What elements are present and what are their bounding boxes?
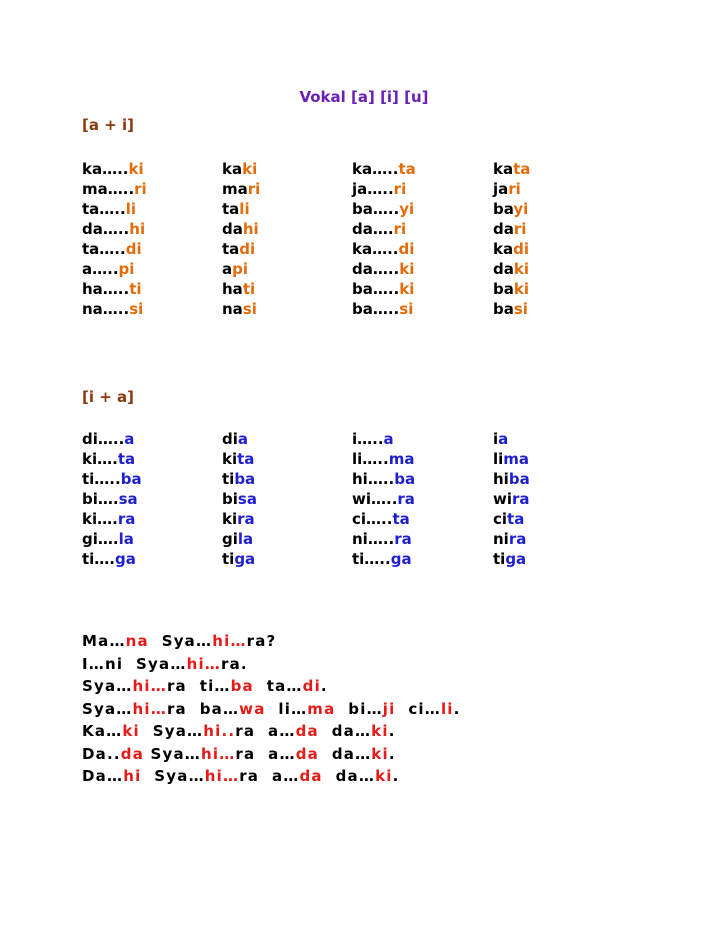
syllable-cell <box>222 280 255 298</box>
sentence-highlight: li <box>440 699 454 718</box>
syllable-cell <box>352 470 415 488</box>
syllable-cell <box>493 160 530 178</box>
sentence-highlight: da <box>295 744 319 763</box>
sentence-highlight: hi… <box>132 699 167 718</box>
syllable-cell <box>493 240 529 258</box>
syllable-base: li <box>493 450 504 468</box>
sentence-line <box>82 767 400 785</box>
syllable-cell <box>493 430 508 448</box>
syllable-highlight: hi <box>129 220 146 238</box>
syllable-cell <box>493 220 526 238</box>
syllable-highlight: di <box>513 240 529 258</box>
sentence-text: . <box>453 699 461 718</box>
syllable-highlight: a <box>498 430 509 448</box>
syllable-highlight: ba <box>234 470 256 488</box>
syllable-cell <box>222 470 255 488</box>
syllable-base: da <box>222 220 243 238</box>
syllable-cell <box>352 300 413 318</box>
syllable-highlight: ri <box>508 180 521 198</box>
syllable-base: ba <box>493 200 514 218</box>
sentence-text: Ma… <box>82 632 126 650</box>
syllable-highlight: sa <box>237 490 257 508</box>
sentence-line <box>82 655 248 673</box>
sentence-text: ci… <box>395 699 441 718</box>
syllable-base: ki <box>222 510 238 528</box>
syllable-highlight: yi <box>513 200 529 218</box>
syllable-cell <box>352 450 414 468</box>
syllable-base: ma <box>222 180 248 198</box>
syllable-cell <box>222 240 255 258</box>
syllable-base: da….. <box>82 220 130 238</box>
syllable-highlight: ki <box>399 280 415 298</box>
syllable-highlight: ra <box>394 530 412 548</box>
sentence-line <box>82 722 396 740</box>
syllable-base: bi <box>222 490 238 508</box>
syllable-highlight: ki <box>513 280 529 298</box>
sentence-text: . <box>320 677 328 695</box>
syllable-highlight: pi <box>232 260 249 278</box>
syllable-base: ba <box>493 300 514 318</box>
sentence-text: Sya… <box>141 767 205 785</box>
syllable-highlight: ga <box>115 550 136 568</box>
syllable-base: ta….. <box>82 240 126 258</box>
sentence-highlight: di <box>302 677 321 695</box>
syllable-base: ha….. <box>82 280 130 298</box>
syllable-base: ba….. <box>352 200 400 218</box>
sentence-highlight: hi… <box>200 744 236 763</box>
section-heading-a-i: [a + i] <box>82 116 134 134</box>
syllable-highlight: ga <box>390 550 412 568</box>
syllable-cell <box>493 200 528 218</box>
syllable-cell <box>222 450 254 468</box>
syllable-base: ta <box>222 240 240 258</box>
syllable-highlight: si <box>129 300 144 318</box>
sentence-text: ra ti… <box>166 677 231 695</box>
syllable-highlight: pi <box>118 260 135 278</box>
syllable-base: ka <box>222 160 243 178</box>
syllable-base: a….. <box>82 260 119 278</box>
syllable-base: ja….. <box>352 180 394 198</box>
syllable-base: ka….. <box>82 160 129 178</box>
syllable-cell <box>82 200 136 218</box>
sentence-highlight: hi… <box>212 632 247 650</box>
syllable-base: ni <box>493 530 509 548</box>
sentence-text: Ka… <box>82 722 123 740</box>
sentence-text: Da.. <box>82 744 121 763</box>
syllable-base: wi….. <box>352 490 398 508</box>
syllable-base: ma….. <box>82 180 135 198</box>
syllable-base: ki…. <box>82 450 118 468</box>
syllable-highlight: ba <box>394 470 416 488</box>
syllable-cell <box>222 550 255 568</box>
syllable-cell <box>82 160 144 178</box>
sentence-highlight: hi… <box>204 767 240 785</box>
sentence-highlight: ma <box>307 699 336 718</box>
syllable-base: ka….. <box>352 240 399 258</box>
syllable-cell <box>82 510 135 528</box>
sentence-text: da… <box>322 767 376 785</box>
sentence-text: ra ba… <box>166 699 240 718</box>
sentence-text: Sya… <box>82 699 133 718</box>
syllable-highlight: la <box>237 530 254 548</box>
syllable-highlight: ra <box>508 530 527 548</box>
sentence-text: ra? <box>246 632 277 650</box>
syllable-highlight: ki <box>128 160 144 178</box>
syllable-cell <box>493 550 526 568</box>
syllable-base: i….. <box>352 430 384 448</box>
sentence-highlight: ki <box>371 744 389 763</box>
syllable-cell <box>352 530 412 548</box>
syllable-highlight: ri <box>134 180 147 198</box>
syllable-cell <box>352 490 415 508</box>
syllable-highlight: sa <box>118 490 138 508</box>
syllable-cell <box>493 300 528 318</box>
syllable-base: di <box>222 430 238 448</box>
syllable-cell <box>222 180 260 198</box>
sentence-line <box>82 745 396 763</box>
syllable-cell <box>493 280 529 298</box>
syllable-cell <box>82 490 138 508</box>
sentence-highlight: hi… <box>132 677 167 695</box>
syllable-highlight: ra <box>397 490 415 508</box>
syllable-highlight: ki <box>399 260 415 278</box>
sentence-highlight: ki <box>375 767 393 785</box>
syllable-highlight: ki <box>513 260 529 278</box>
sentence-text: da… <box>318 722 372 740</box>
syllable-highlight: hi <box>242 220 259 238</box>
syllable-cell <box>82 260 134 278</box>
syllable-highlight: li <box>125 200 136 218</box>
syllable-cell <box>82 530 134 548</box>
syllable-highlight: ri <box>247 180 261 198</box>
syllable-highlight: ma <box>503 450 530 468</box>
syllable-base: da….. <box>352 260 400 278</box>
syllable-cell <box>82 470 142 488</box>
syllable-base: ni….. <box>352 530 395 548</box>
syllable-cell <box>82 240 142 258</box>
syllable-cell <box>222 510 255 528</box>
syllable-cell <box>222 530 253 548</box>
syllable-base: ka….. <box>352 160 399 178</box>
sentence-highlight: da <box>299 767 323 785</box>
syllable-base: hi <box>493 470 509 488</box>
syllable-base: ka <box>493 160 514 178</box>
syllable-base: ha <box>222 280 243 298</box>
syllable-base: ci….. <box>352 510 393 528</box>
sentence-highlight: hi… <box>186 654 221 673</box>
syllable-cell <box>222 260 248 278</box>
sentence-highlight: hi <box>123 767 142 785</box>
syllable-cell <box>493 260 529 278</box>
syllable-highlight: yi <box>399 200 415 218</box>
syllable-cell <box>352 180 406 198</box>
syllable-highlight: si <box>513 300 528 318</box>
syllable-cell <box>352 260 414 278</box>
sentence-text: ra a… <box>235 722 296 740</box>
syllable-cell <box>222 300 257 318</box>
syllable-base: da <box>493 260 514 278</box>
syllable-cell <box>82 220 145 238</box>
syllable-base: di….. <box>82 430 125 448</box>
syllable-highlight: ta <box>507 510 525 528</box>
sentence-highlight: na <box>125 632 149 650</box>
syllable-cell <box>82 180 147 198</box>
syllable-highlight: ta <box>398 160 416 178</box>
sentence-highlight: ba <box>230 677 254 695</box>
syllable-cell <box>82 280 142 298</box>
syllable-cell <box>493 180 521 198</box>
syllable-base: ti <box>493 550 506 568</box>
syllable-cell <box>493 530 526 548</box>
syllable-highlight: ri <box>393 180 407 198</box>
syllable-base: gi <box>222 530 238 548</box>
syllable-cell <box>82 300 143 318</box>
sentence-text: I…ni Sya… <box>82 654 187 673</box>
syllable-cell <box>222 160 257 178</box>
syllable-highlight: a <box>383 430 394 448</box>
sentence-text: li… <box>265 699 308 718</box>
syllable-cell <box>222 200 250 218</box>
syllable-base: da <box>493 220 514 238</box>
sentence-text: ra a… <box>235 744 296 763</box>
syllable-cell <box>493 470 530 488</box>
sentence-text: . <box>388 744 396 763</box>
syllable-base: ka <box>493 240 514 258</box>
syllable-base: gi…. <box>82 530 119 548</box>
syllable-cell <box>352 510 410 528</box>
syllable-cell <box>352 220 406 238</box>
syllable-cell <box>82 450 135 468</box>
sentence-highlight: ki <box>122 722 140 740</box>
syllable-base: ta….. <box>82 200 126 218</box>
syllable-highlight: ra <box>512 490 530 508</box>
sentence-text: ra a… <box>239 767 300 785</box>
sentence-text: ta… <box>253 677 303 695</box>
syllable-cell <box>222 220 259 238</box>
syllable-base: na….. <box>82 300 130 318</box>
syllable-highlight: si <box>242 300 257 318</box>
syllable-cell <box>493 450 529 468</box>
syllable-highlight: la <box>118 530 134 548</box>
sentence-highlight: da <box>295 722 319 740</box>
syllable-base: hi….. <box>352 470 395 488</box>
syllable-highlight: a <box>124 430 135 448</box>
syllable-base: bi…. <box>82 490 119 508</box>
sentence-line <box>82 677 328 695</box>
syllable-highlight: di <box>125 240 142 258</box>
syllable-highlight: ba <box>120 470 142 488</box>
syllable-base: ki…. <box>82 510 118 528</box>
syllable-cell <box>352 430 394 448</box>
syllable-highlight: ga <box>505 550 527 568</box>
sentence-text: Da… <box>82 767 124 785</box>
sentence-line <box>82 632 276 650</box>
syllable-highlight: ta <box>513 160 531 178</box>
syllable-base: wi <box>493 490 512 508</box>
sentence-highlight: hi.. <box>203 722 236 740</box>
syllable-base: ba….. <box>352 280 400 298</box>
syllable-base: ci <box>493 510 508 528</box>
sentence-line <box>82 700 461 718</box>
page-title: Vokal [a] [i] [u] <box>299 88 429 106</box>
sentence-text: bi… <box>335 699 383 718</box>
syllable-cell <box>493 510 524 528</box>
syllable-base: na <box>222 300 243 318</box>
syllable-base: a <box>222 260 233 278</box>
syllable-cell <box>352 240 414 258</box>
sentence-highlight: ki <box>371 722 389 740</box>
syllable-highlight: ti <box>129 280 142 298</box>
syllable-cell <box>82 430 134 448</box>
syllable-highlight: ri <box>513 220 527 238</box>
syllable-base: li….. <box>352 450 389 468</box>
syllable-base: ki <box>222 450 238 468</box>
syllable-highlight: si <box>399 300 414 318</box>
syllable-highlight: a <box>237 430 249 448</box>
syllable-highlight: ki <box>242 160 258 178</box>
sentence-text: Sya… <box>144 744 201 763</box>
syllable-base: ba <box>493 280 514 298</box>
syllable-base: ti <box>222 470 235 488</box>
syllable-base: ja <box>493 180 509 198</box>
syllable-base: ti…. <box>82 550 116 568</box>
sentence-text: da… <box>318 744 372 763</box>
syllable-highlight: ta <box>117 450 136 468</box>
syllable-highlight: ra <box>117 510 136 528</box>
syllable-highlight: ta <box>392 510 410 528</box>
syllable-highlight: ta <box>237 450 255 468</box>
syllable-base: ta <box>222 200 240 218</box>
syllable-base: i <box>493 430 499 448</box>
syllable-cell <box>352 280 414 298</box>
syllable-cell <box>352 200 414 218</box>
syllable-highlight: ri <box>393 220 407 238</box>
syllable-cell <box>222 490 257 508</box>
syllable-base: ba….. <box>352 300 400 318</box>
syllable-cell <box>493 490 530 508</box>
syllable-cell <box>222 430 248 448</box>
syllable-highlight: ma <box>388 450 415 468</box>
syllable-highlight: ba <box>508 470 530 488</box>
syllable-base: ti <box>222 550 235 568</box>
sentence-highlight: wa <box>239 699 266 718</box>
syllable-cell <box>352 550 412 568</box>
syllable-base: ti….. <box>352 550 391 568</box>
syllable-highlight: di <box>398 240 415 258</box>
sentence-highlight: ji <box>382 699 396 718</box>
sentence-text: . <box>392 767 400 785</box>
syllable-highlight: li <box>239 200 250 218</box>
syllable-highlight: ga <box>234 550 256 568</box>
syllable-cell <box>82 550 136 568</box>
sentence-text: Sya… <box>148 632 213 650</box>
syllable-highlight: ra <box>237 510 255 528</box>
sentence-text: Sya… <box>139 722 204 740</box>
sentence-text: Sya… <box>82 677 133 695</box>
sentence-text: . <box>388 722 396 740</box>
syllable-highlight: di <box>239 240 256 258</box>
sentence-text: ra. <box>220 654 248 673</box>
syllable-cell <box>352 160 416 178</box>
section-heading-i-a: [i + a] <box>82 388 134 406</box>
sentence-highlight: da <box>120 744 145 763</box>
syllable-base: ti….. <box>82 470 121 488</box>
syllable-base: da…. <box>352 220 394 238</box>
syllable-highlight: ti <box>242 280 256 298</box>
